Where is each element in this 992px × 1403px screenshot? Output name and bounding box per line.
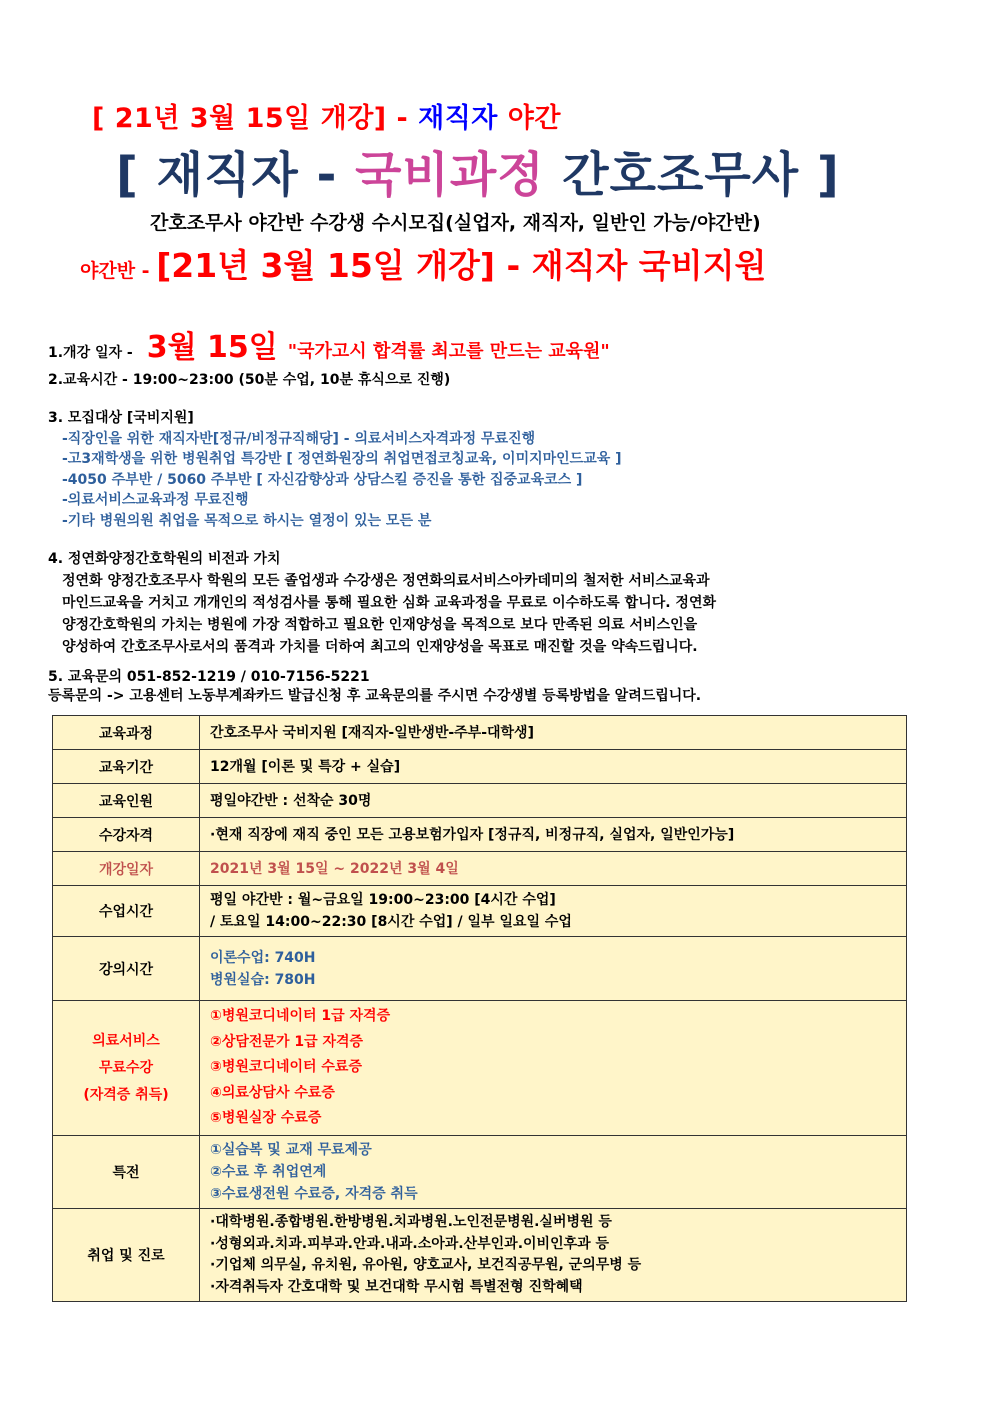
section-inquiry bbox=[48, 668, 701, 706]
table-row bbox=[53, 1209, 907, 1302]
row-value bbox=[200, 937, 907, 1001]
title-part-national: 국비과정 bbox=[355, 147, 545, 203]
certificate-item: ⑤병원실장 수료증 bbox=[210, 1110, 322, 1127]
main-title bbox=[116, 136, 840, 205]
vision-line: 양정간호학원의 가치는 병원에 가장 적합하고 필요한 인재양성을 목적으로 보다 만족된 의료 서비스인을 bbox=[62, 617, 698, 633]
row-value bbox=[200, 1209, 907, 1302]
row-value: 평일야간반 : 선착순 30명 bbox=[200, 784, 907, 818]
target-item: -기타 병원의원 취업을 목적으로 하시는 열정이 있는 모든 분 bbox=[62, 512, 432, 529]
table-row bbox=[53, 852, 907, 886]
table-row bbox=[53, 716, 907, 750]
section-target bbox=[48, 408, 622, 531]
row-header bbox=[53, 1001, 200, 1136]
row-header: 수업시간 bbox=[53, 886, 200, 937]
table-row bbox=[53, 784, 907, 818]
class-time-line: / 토요일 14:00~22:30 [8시간 수업] / 일부 일요일 수업 bbox=[210, 914, 572, 930]
row-value: ·현재 직장에 재직 중인 모든 고용보험가입자 [정규직, 비정규직, 실업자, 일반인가능] bbox=[200, 818, 907, 852]
benefit-item: ①실습복 및 교재 무료제공 bbox=[210, 1142, 372, 1158]
row-header: 취업 및 진로 bbox=[53, 1209, 200, 1302]
headline-date-text: [ 21년 3월 15일 개강] - bbox=[92, 103, 419, 134]
night-class-label: 야간반 - bbox=[80, 260, 157, 282]
table-row bbox=[53, 886, 907, 937]
vision-line: 양성하여 간호조무사로서의 품격과 가치를 더하여 최고의 인재양성을 목표로 매진할 것을 약속드립니다. bbox=[62, 639, 698, 655]
section-class-time: 2.교육시간 - 19:00~23:00 (50분 수업, 10분 휴식으로 진행) bbox=[48, 372, 451, 388]
table-row bbox=[53, 937, 907, 1001]
headline-open-date bbox=[92, 96, 561, 135]
career-item: ·대학병원.종합병원.한방병원.치과병원.노인전문병원.실버병원 등 bbox=[210, 1214, 612, 1230]
target-title: 3. 모집대상 [국비지원] bbox=[48, 410, 194, 426]
headline-night-text: 야간 bbox=[507, 103, 561, 134]
target-item: -의료서비스교육과정 무료진행 bbox=[62, 492, 249, 508]
open-date-label: 1.개강 일자 - bbox=[48, 345, 133, 361]
row-header: 강의시간 bbox=[53, 937, 200, 1001]
lecture-hours-line: 이론수업: 740H bbox=[210, 949, 316, 966]
row-value: 2021년 3월 15일 ~ 2022년 3월 4일 bbox=[200, 852, 907, 886]
row-value: 12개월 [이론 및 특강 + 실습] bbox=[200, 750, 907, 784]
section-vision bbox=[48, 548, 716, 658]
row-header: 개강일자 bbox=[53, 852, 200, 886]
row-value: 간호조무사 국비지원 [재직자-일반생반-주부-대학생] bbox=[200, 716, 907, 750]
registration-note: 등록문의 -> 고용센터 노동부계좌카드 발급신청 후 교육문의를 주시면 수강생별 등록방법을 알려드립니다. bbox=[48, 688, 702, 704]
free-course-header-line: (자격증 취득) bbox=[83, 1086, 169, 1103]
row-value bbox=[200, 886, 907, 937]
career-item: ·기업체 의무실, 유치원, 유아원, 양호교사, 보건직공무원, 군의무병 등 bbox=[210, 1257, 642, 1273]
table-row bbox=[53, 750, 907, 784]
target-item: -고3재학생을 위한 병원취업 특강반 [ 정연화원장의 취업면접코칭교육, 이미지마인드교육 ] bbox=[62, 451, 622, 467]
table-row bbox=[53, 1001, 907, 1136]
vision-line: 마인드교육을 거치고 개개인의 적성검사를 통해 필요한 심화 교육과정을 무료로 이수하도록 합니다. 정연화 bbox=[62, 595, 716, 611]
recruit-subtitle: 간호조무사 야간반 수강생 수시모집(실업자, 재직자, 일반인 가능/야간반) bbox=[150, 212, 761, 234]
table-row bbox=[53, 818, 907, 852]
target-item: -직장인을 위한 재직자반[정규/비정규직해당] - 의료서비스자격과정 무료진행 bbox=[62, 430, 536, 447]
title-part-nurse: 간호조무사 ] bbox=[544, 147, 840, 203]
lecture-hours-line: 병원실습: 780H bbox=[210, 971, 316, 988]
row-value bbox=[200, 1136, 907, 1209]
row-value bbox=[200, 1001, 907, 1136]
certificate-item: ①병원코디네이터 1급 자격증 bbox=[210, 1008, 391, 1025]
open-date-quote: "국가고시 합격률 최고를 만드는 교육원" bbox=[287, 341, 610, 362]
open-date-value: 3월 15일 bbox=[146, 330, 278, 365]
certificate-item: ③병원코디네이터 수료증 bbox=[210, 1059, 362, 1076]
night-class-banner bbox=[80, 240, 766, 287]
row-header: 교육인원 bbox=[53, 784, 200, 818]
target-item: -4050 주부반 / 5060 주부반 [ 자신감향상과 상담스킬 증진을 통한 집중교육코스 ] bbox=[62, 471, 583, 488]
headline-worker-text: 재직자 bbox=[418, 103, 508, 134]
section-open-date bbox=[48, 322, 610, 366]
vision-title: 4. 정연화양정간호학원의 비전과 가치 bbox=[48, 551, 281, 567]
benefit-item: ②수료 후 취업연계 bbox=[210, 1164, 327, 1180]
row-header: 수강자격 bbox=[53, 818, 200, 852]
title-part-worker: [ 재직자 - bbox=[116, 147, 356, 203]
table-row bbox=[53, 1136, 907, 1209]
certificate-item: ②상담전문가 1급 자격증 bbox=[210, 1033, 364, 1050]
row-header: 교육과정 bbox=[53, 716, 200, 750]
inquiry-phone: 5. 교육문의 051-852-1219 / 010-7156-5221 bbox=[48, 669, 370, 685]
free-course-header-line: 의료서비스 bbox=[92, 1032, 160, 1049]
class-time-line: 평일 야간반 : 월~금요일 19:00~23:00 [4시간 수업] bbox=[210, 892, 556, 908]
free-course-header-line: 무료수강 bbox=[98, 1059, 154, 1076]
certificate-item: ④의료상담사 수료증 bbox=[210, 1084, 335, 1101]
career-item: ·성형외과.치과.피부과.안과.내과.소아과.산부인과.이비인후과 등 bbox=[210, 1235, 610, 1252]
row-header: 교육기간 bbox=[53, 750, 200, 784]
course-info-table bbox=[52, 715, 907, 1302]
night-class-date: [21년 3월 15일 개강] - 재직자 국비지원 bbox=[156, 246, 767, 285]
vision-line: 정연화 양정간호조무사 학원의 모든 졸업생과 수강생은 정연화의료서비스아카데미의 철저한 서비스교육과 bbox=[62, 573, 710, 589]
benefit-item: ③수료생전원 수료증, 자격증 취득 bbox=[210, 1186, 418, 1202]
career-item: ·자격취득자 간호대학 및 보건대학 무시험 특별전형 진학혜택 bbox=[210, 1278, 583, 1295]
row-header: 특전 bbox=[53, 1136, 200, 1209]
